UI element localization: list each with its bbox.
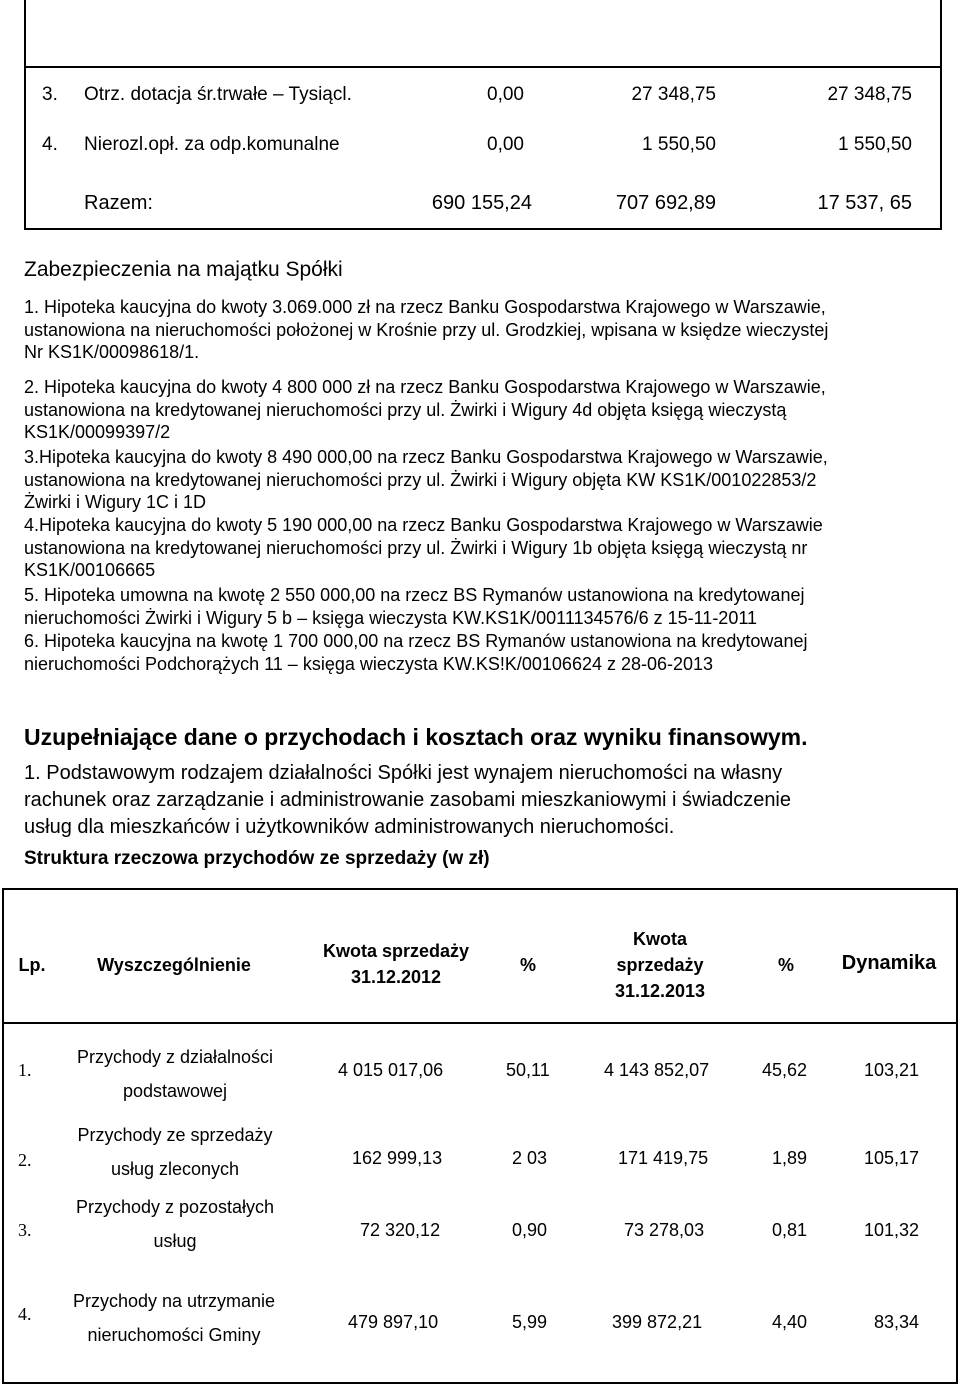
securities-heading: Zabezpieczenia na majątku Spółki [24,258,343,281]
header-amount-2013-date: 31.12.2013 [614,981,706,1001]
row-amount-2013: 4 143 852,07 [604,1060,710,1080]
security-item-3 [24,446,936,514]
security-line: 5. Hipoteka umowna na kwotę 2 550 000,00 na rzecz BS Rymanów ustanowiona na kredytowanej [24,585,805,605]
intro-line: usług dla mieszkańców i użytkowników administrowanych nieruchomości. [24,816,675,838]
row-percent-2013: 0,81 [772,1220,808,1240]
security-line: nieruchomości Żwirki i Wigury 5 b – księga wieczysta KW.KS1K/0011134576/6 z 15-11-2011 [24,607,758,628]
row-label: Otrz. dotacja śr.trwałe – Tysiącl. [84,84,352,105]
security-line: 3.Hipoteka kaucyjna do kwoty 8 490 000,00 na rzecz Banku Gospodarstwa Krajowego w Warszawie, [24,447,828,467]
security-line: ustanowiona na kredytowanej nieruchomości przy ul. Żwirki i Wigury 4d objęta księgą wieczystą [24,399,787,420]
row-value: 1 550,50 [642,134,716,155]
security-line: nieruchomości Podchorążych 11 – księga wieczysta KW.KS!K/00106624 z 28-06-2013 [24,653,714,674]
row-description-line: podstawowej [122,1081,228,1101]
header-amount-2012-date: 31.12.2012 [350,967,442,987]
security-item-2 [24,376,936,444]
security-item-4 [24,514,936,582]
header-amount-2013-label: Kwota [633,929,687,949]
revenue-table [0,888,958,1384]
security-line: Nr KS1K/00098618/1. [24,342,200,362]
header-amount-2013-label: sprzedaży [616,955,704,975]
security-line: 6. Hipoteka kaucyjna na kwotę 1 700 000,00 na rzecz BS Rymanów ustanowiona na kredytowanej [24,631,808,651]
security-line: ustanowiona na kredytowanej nieruchomości przy ul. Żwirki i Wigury objęta KW KS1K/001022853/2 [24,469,817,490]
row-dynamics: 105,17 [864,1148,920,1168]
header-description: Wyszczególnienie [97,955,251,975]
row-description [60,1040,290,1108]
row-amount-2012: 162 999,13 [352,1148,443,1168]
row-amount-2013: 171 419,75 [618,1148,709,1168]
row-dynamics: 83,34 [874,1312,920,1332]
assets-summary-table [24,0,942,230]
row-border [2,1382,958,1384]
col-border [956,888,958,1384]
row-percent-2013: 1,89 [772,1148,808,1168]
row-description-line: usług [153,1231,197,1251]
row-border [2,1022,958,1024]
total-value: 707 692,89 [615,192,716,214]
row-description [60,1118,290,1186]
header-lp: Lp. [18,955,46,975]
security-line: KS1K/00099397/2 [24,422,171,442]
header-percent-2012: % [519,955,536,975]
security-line: 2. Hipoteka kaucyjna do kwoty 4 800 000 zł na rzecz Banku Gospodarstwa Krajowego w Warszawie, [24,377,826,397]
section-title: Uzupełniające dane o przychodach i kosztach oraz wyniku finansowym. [24,724,808,750]
row-description-line: Przychody z działalności [76,1047,274,1067]
header-percent-2013: % [777,955,794,975]
security-line: 1. Hipoteka kaucyjna do kwoty 3.069.000 zł na rzecz Banku Gospodarstwa Krajowego w Warszawie, [24,297,826,317]
row-number: 3. [42,84,58,105]
row-lp: 3. [18,1220,32,1240]
row-amount-2013: 73 278,03 [624,1220,705,1240]
row-dynamics: 103,21 [864,1060,920,1080]
security-item-6 [24,630,936,675]
row-description-line: Przychody na utrzymanie [72,1291,276,1311]
total-label: Razem: [84,192,153,214]
header-amount-2012 [296,938,496,990]
row-percent-2012: 5,99 [512,1312,548,1332]
row-percent-2012: 2 03 [512,1148,548,1168]
header-dynamics: Dynamika [841,952,937,974]
row-lp: 2. [18,1150,32,1170]
table-divider [24,66,942,68]
table-border-bottom [24,228,942,230]
row-border [2,888,958,890]
row-value: 0,00 [487,84,524,105]
header-amount-2013 [580,926,740,1004]
row-amount-2012: 4 015 017,06 [338,1060,444,1080]
security-line: 4.Hipoteka kaucyjna do kwoty 5 190 000,00 na rzecz Banku Gospodarstwa Krajowego w Warszawie [24,515,823,535]
security-line: ustanowiona na nieruchomości położonej w Krośnie przy ul. Grodzkiej, wpisana w księdze wieczystej [24,319,829,340]
row-percent-2013: 4,40 [772,1312,808,1332]
row-amount-2012: 479 897,10 [348,1312,439,1332]
header-amount-2012-label: Kwota sprzedaży [322,941,470,961]
total-value: 690 155,24 [431,192,532,214]
structure-title: Struktura rzeczowa przychodów ze sprzedaży (w zł) [24,848,490,869]
security-line: Żwirki i Wigury 1C i 1D [24,492,207,512]
row-label: Nierozl.opł. za odp.komunalne [84,134,340,155]
row-percent-2013: 45,62 [762,1060,808,1080]
intro-paragraph [24,760,936,841]
row-percent-2012: 50,11 [506,1060,550,1080]
intro-line: 1. Podstawowym rodzajem działalności Spółki jest wynajem nieruchomości na własny [24,762,783,784]
row-amount-2013: 399 872,21 [612,1312,703,1332]
row-value: 27 348,75 [827,84,912,105]
row-description-line: Przychody z pozostałych [75,1197,275,1217]
row-description [54,1284,294,1352]
row-value: 27 348,75 [631,84,716,105]
table-border-left [24,0,26,230]
security-line: KS1K/00106665 [24,560,156,580]
row-value: 0,00 [487,134,524,155]
table-border-right [940,0,942,230]
security-line: ustanowiona na kredytowanej nieruchomości przy ul. Żwirki i Wigury 1b objęta księgą wieczystą nr [24,537,808,558]
row-number: 4. [42,134,58,155]
row-lp: 4. [18,1304,32,1324]
row-description [60,1190,290,1258]
security-item-5 [24,584,936,629]
row-value: 1 550,50 [838,134,912,155]
row-lp: 1. [18,1060,32,1080]
intro-line: rachunek oraz zarządzanie i administrowanie zasobami mieszkaniowymi i świadczenie [24,789,792,811]
row-percent-2012: 0,90 [512,1220,548,1240]
row-description-line: usług zleconych [110,1159,240,1179]
row-dynamics: 101,32 [864,1220,920,1240]
total-value: 17 537, 65 [817,192,912,214]
row-description-line: nieruchomości Gminy [87,1325,261,1345]
row-description-line: Przychody ze sprzedaży [77,1125,273,1145]
row-amount-2012: 72 320,12 [360,1220,441,1240]
security-item-1 [24,296,936,364]
